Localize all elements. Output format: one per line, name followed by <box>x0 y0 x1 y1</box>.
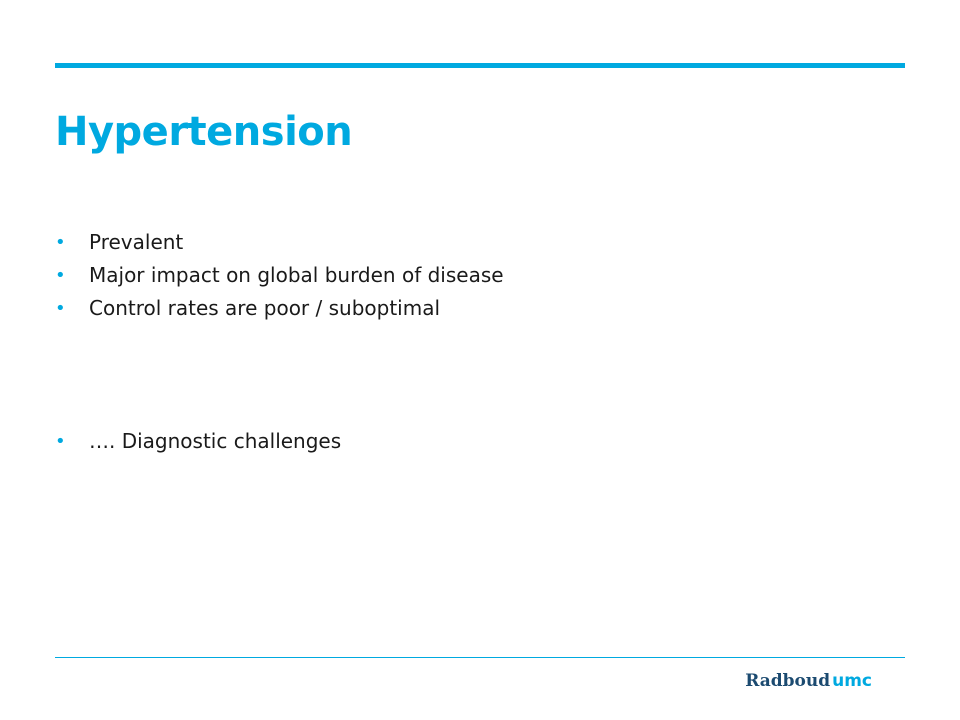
bullet-list <box>55 226 905 458</box>
bullet-dot-icon: • <box>55 232 66 253</box>
bullet-text: Prevalent <box>89 230 184 254</box>
bullet-item <box>55 226 905 259</box>
bullet-item <box>55 292 905 325</box>
bullet-text: …. Diagnostic challenges <box>89 429 342 453</box>
bullet-spacer <box>55 325 905 425</box>
logo-wordmark: Radboud <box>745 671 831 691</box>
bullet-text: Major impact on global burden of disease <box>89 263 504 287</box>
slide-title: Hypertension <box>55 109 353 155</box>
bullet-dot-icon: • <box>55 431 66 452</box>
bottom-divider <box>55 657 905 658</box>
top-divider <box>55 63 905 68</box>
bullet-dot-icon: • <box>55 265 66 286</box>
bullet-item <box>55 425 905 458</box>
bullet-item <box>55 259 905 292</box>
radboudumc-logo <box>745 670 872 692</box>
bullet-text: Control rates are poor / suboptimal <box>89 296 441 320</box>
bullet-dot-icon: • <box>55 298 66 319</box>
logo-suffix: umc <box>832 671 872 691</box>
